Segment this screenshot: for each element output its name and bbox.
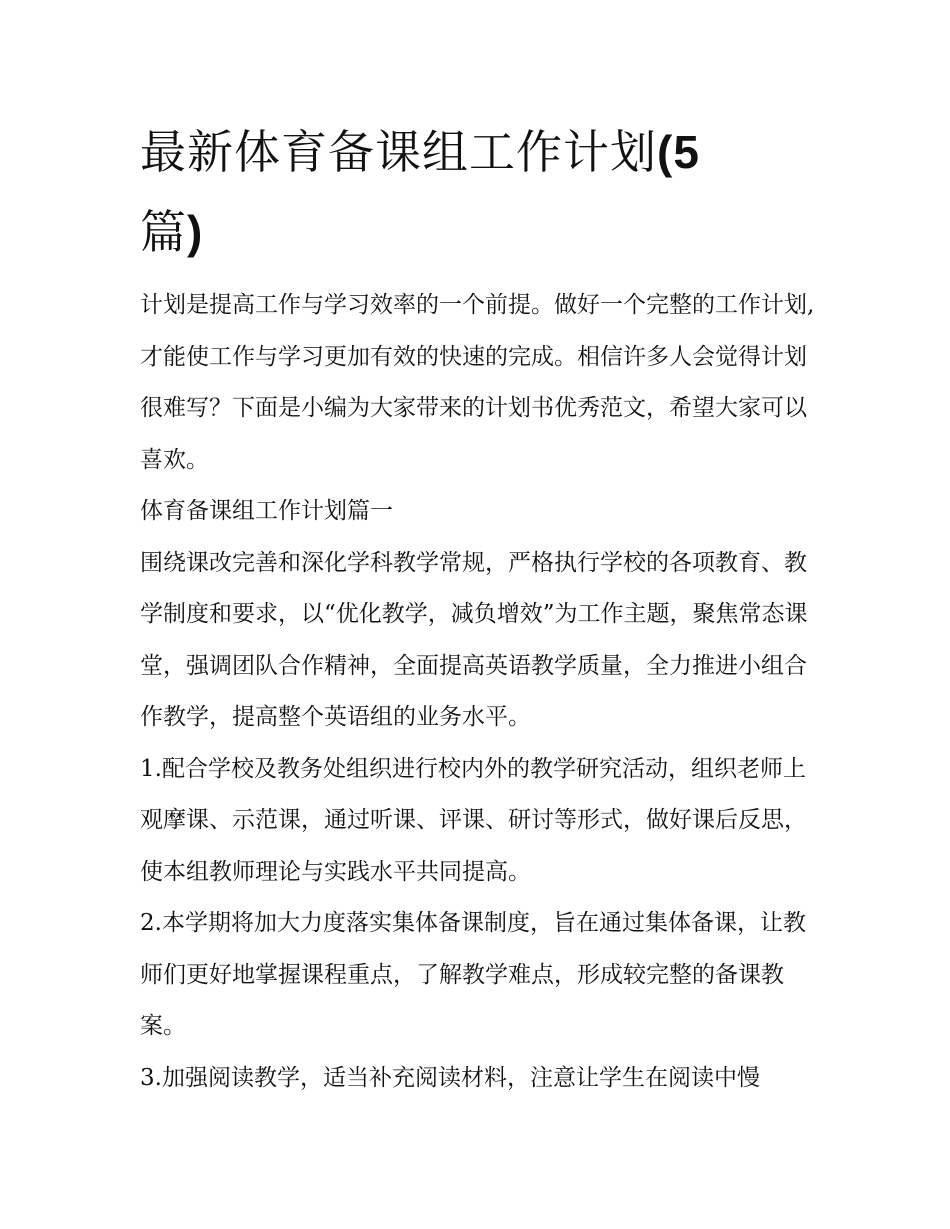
intro-paragraph: 计划是提高工作与学习效率的一个前提。做好一个完整的工作计划,才能使工作与学习更加有效的快速的完成。相信许多人会觉得计划很难写？下面是小编为大家带来的计划书优秀范文，希望大家可以喜欢。 — [140, 292, 815, 473]
title-count-close: ) — [187, 206, 204, 258]
title-count-open: (5 — [657, 126, 700, 178]
title-count-unit: 篇 — [140, 205, 187, 259]
list-item-2: 2.本学期将加大力度落实集体备课制度，旨在通过集体备课，让教师们更好地掌握课程重点，了解教学难点，形成较完整的备课教案。 — [140, 910, 806, 1039]
body-paragraph: 围绕课改完善和深化学科教学常规，严格执行学校的各项教育、教学制度和要求，以“优化教学，减负增效”为工作主题，聚焦常态课堂，强调团队合作精神，全面提高英语教学质量，全力推进小组合作教学，提高整个英语组的业务水平。 — [140, 549, 808, 730]
document-body — [140, 280, 820, 1104]
list-item-3: 3.加强阅读教学，适当补充阅读材料，注意让学生在阅读中慢 — [140, 1064, 760, 1091]
section-heading: 体育备课组工作计划篇一 — [140, 498, 393, 524]
title-main-text: 最新体育备课组工作计划 — [140, 125, 657, 179]
document-title — [140, 112, 820, 272]
list-item-1: 1.配合学校及教务处组织进行校内外的教学研究活动，组织老师上观摩课、示范课，通过听课、评课、研讨等形式，做好课后反思，使本组教师理论与实践水平共同提高。 — [140, 755, 807, 885]
